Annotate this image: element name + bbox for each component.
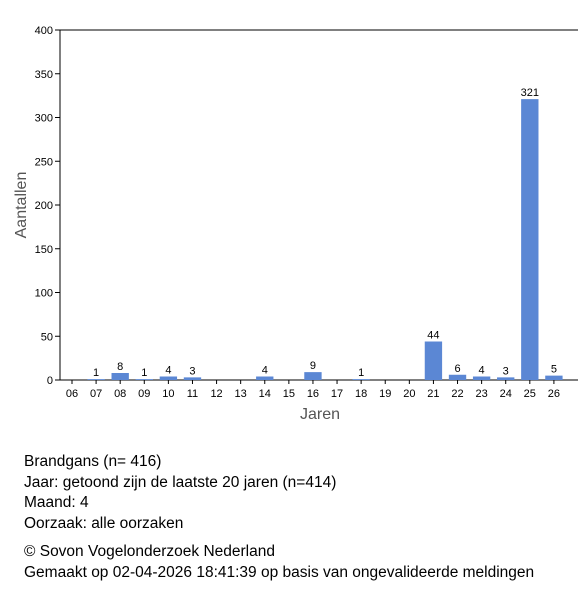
- y-axis-label: Aantallen: [13, 171, 30, 239]
- bar: [497, 377, 514, 380]
- bar: [112, 373, 129, 380]
- copyright-text: © Sovon Vogelonderzoek Nederland: [24, 543, 275, 560]
- year-info: Jaar: getoond zijn de laatste 20 jaren (n=414): [24, 473, 337, 491]
- bar: [352, 379, 369, 380]
- x-tick-label: 08: [114, 388, 127, 400]
- bar: [256, 377, 273, 381]
- x-tick-label: 17: [330, 388, 344, 400]
- y-axis: [35, 25, 578, 387]
- x-tick-label: 22: [451, 388, 464, 400]
- x-tick-label: 23: [475, 388, 488, 400]
- bar-value-label: 5: [550, 363, 557, 376]
- x-tick-label: 16: [306, 388, 320, 400]
- x-tick-label: 12: [210, 388, 223, 400]
- bar: [425, 342, 442, 381]
- x-tick-label: 18: [355, 388, 368, 400]
- x-tick-label: 26: [547, 388, 561, 400]
- y-tick-label: 250: [34, 156, 53, 169]
- y-tick-label: 50: [40, 331, 53, 344]
- bar-value-label: 1: [358, 367, 365, 380]
- y-tick-label: 300: [34, 112, 53, 125]
- bar: [184, 377, 201, 380]
- x-tick-label: 24: [499, 388, 512, 400]
- bar-value-label: 9: [309, 360, 317, 373]
- bar-value-label: 4: [478, 364, 485, 377]
- y-tick-label: 350: [34, 68, 53, 81]
- bar: [304, 372, 321, 380]
- chart-info: [24, 452, 336, 534]
- bar-value-label: 1: [93, 367, 100, 380]
- cause-info: Oorzaak: alle oorzaken: [24, 514, 184, 532]
- bar: [87, 379, 104, 380]
- bar: [545, 376, 562, 380]
- bar: [160, 377, 177, 381]
- y-tick-label: 100: [34, 287, 53, 300]
- x-axis: [60, 380, 578, 400]
- bar-value-label: 321: [520, 87, 539, 100]
- bar-value-label: 6: [454, 362, 461, 375]
- x-tick-label: 14: [258, 388, 271, 400]
- x-tick-label: 20: [403, 388, 416, 400]
- month-info: Maand: 4: [24, 494, 89, 511]
- bar-value-label: 44: [427, 329, 440, 342]
- bar-value-label: 1: [141, 367, 148, 380]
- x-tick-label: 21: [427, 388, 440, 400]
- bar: [473, 377, 490, 381]
- bar-value-label: 3: [502, 365, 509, 378]
- bar-value-label: 4: [165, 364, 172, 377]
- x-tick-label: 13: [234, 388, 247, 400]
- y-tick-label: 400: [34, 25, 53, 37]
- bar-value-label: 3: [189, 365, 196, 378]
- credits: [24, 542, 534, 583]
- generated-text: Gemaakt op 02-04-2026 18:41:39 op basis van ongevalideerde meldingen: [24, 563, 535, 581]
- species-info: Brandgans (n= 416): [24, 453, 162, 470]
- x-tick-label: 09: [138, 388, 151, 400]
- bar-value-label: 4: [261, 364, 268, 377]
- bar-value-label: 8: [117, 361, 124, 373]
- x-tick-label: 11: [186, 388, 199, 400]
- x-axis-label: Jaren: [299, 406, 341, 423]
- bar: [449, 375, 466, 380]
- bar: [136, 379, 153, 380]
- bars: [87, 99, 562, 380]
- data-labels: [93, 87, 557, 379]
- x-tick-label: 06: [65, 388, 79, 400]
- y-tick-label: 200: [34, 200, 53, 212]
- x-tick-label: 10: [162, 388, 175, 400]
- bar: [521, 99, 538, 380]
- x-tick-label: 07: [89, 388, 103, 400]
- y-tick-label: 0: [46, 375, 53, 387]
- x-tick-label: 19: [379, 388, 392, 400]
- x-tick-label: 25: [523, 388, 536, 400]
- y-tick-label: 150: [34, 243, 53, 256]
- x-tick-label: 15: [282, 388, 295, 400]
